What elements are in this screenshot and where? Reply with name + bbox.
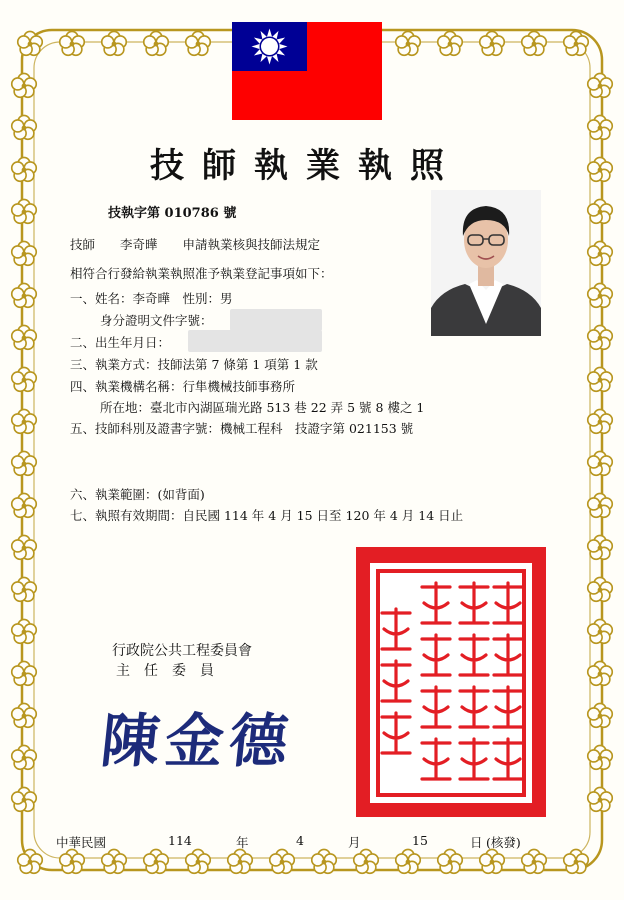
roc-flag-icon [232, 22, 382, 120]
date-prefix: 中華民國 [56, 835, 107, 850]
license-number: 技執字第 010786 號 [108, 206, 237, 221]
year-unit: 年 [236, 835, 249, 850]
item-address: 所在地：臺北市內湖區瑞光路 513 巷 22 弄 5 號 8 樓之 1 [100, 400, 425, 415]
issuing-agency: 行政院公共工程委員會 [112, 643, 252, 659]
issue-note: (核發) [486, 835, 521, 850]
item-birth-label: 二、出生年月日： [70, 335, 171, 350]
item-practice-method: 三、執業方式：技師法第 7 條第 1 項第 1 款 [70, 357, 318, 372]
issue-year: 114 [168, 833, 192, 848]
redacted-id-box [230, 309, 322, 331]
official-seal-stamp [356, 547, 546, 817]
director-title: 主任委員 [116, 663, 228, 679]
item-validity: 七、執照有效期間：自民國 114 年 4 月 15 日至 120 年 4 月 14 日止 [70, 508, 464, 523]
item-id-label: 身分證明文件字號： [100, 313, 213, 328]
day-unit: 日 [470, 835, 483, 850]
director-signature: 陳金德 [97, 707, 298, 775]
item-organization: 四、執業機構名稱：行隼機械技師事務所 [70, 379, 296, 394]
item-name-gender: 一、姓名：李奇曄 性別：男 [70, 291, 233, 306]
item-certificate: 五、技師科別及證書字號：機械工程科 技證字第 021153 號 [70, 421, 414, 436]
issue-month: 4 [296, 833, 304, 848]
intro-line-2: 相符合行發給執業執照准予執業登記事項如下： [70, 266, 333, 281]
intro-line-1: 技師 李奇曄 申請執業核與技師法規定 [70, 237, 321, 252]
page-title: 技師執業執照 [150, 146, 462, 186]
issue-day: 15 [412, 833, 428, 848]
portrait-photo [431, 190, 541, 336]
item-scope: 六、執業範圍：(如背面) [70, 487, 205, 502]
month-unit: 月 [348, 835, 361, 850]
redacted-birth-box [188, 330, 322, 352]
